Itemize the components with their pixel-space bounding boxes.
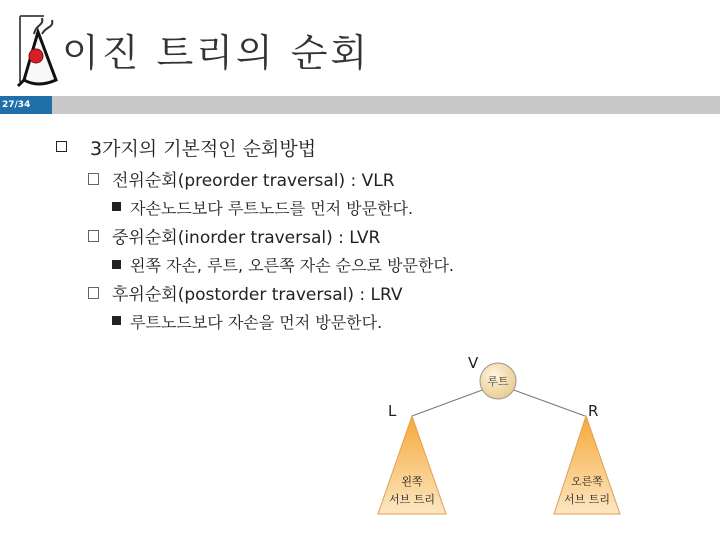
right-subtree-label-line2: 서브 트리 [563,493,611,506]
java-duke-logo [14,12,64,92]
page-number: 27/34 [2,100,31,110]
left-subtree-label-line1: 왼쪽 [401,475,423,488]
duke-nose [29,49,43,63]
left-edge [412,389,485,416]
method-bullet-icon [88,173,99,185]
heading-bullet-icon [56,141,67,152]
detail-bullet-icon [112,202,121,211]
traversal-tree-diagram [370,344,670,524]
detail-bullet-icon [112,260,121,269]
method-bullet-icon [88,230,99,242]
detail-bullet-icon [112,316,121,325]
method-detail: 자손노드보다 루트노드를 먼저 방문한다. [130,199,414,218]
title-underline-band [0,96,720,114]
content-heading: 3가지의 기본적인 순회방법 [90,138,317,160]
v-label: V [468,354,479,372]
method-label: 전위순회(preorder traversal) : VLR [112,171,395,191]
method-label: 후위순회(postorder traversal) : LRV [112,285,403,305]
right-edge [511,389,585,416]
method-detail: 루트노드보다 자손을 먼저 방문한다. [130,313,383,332]
r-label: R [588,402,599,420]
left-subtree-label-line2: 서브 트리 [388,493,436,506]
method-bullet-icon [88,287,99,299]
root-label: 루트 [487,375,509,388]
slide-title: 이진 트리의 순회 [62,31,371,75]
method-detail: 왼쪽 자손, 루트, 오른쪽 자손 순으로 방문한다. [130,256,454,275]
l-label: L [388,402,397,420]
method-label: 중위순회(inorder traversal) : LVR [112,228,381,248]
duke-arm [18,80,24,86]
right-subtree-label-line1: 오른쪽 [571,475,603,488]
